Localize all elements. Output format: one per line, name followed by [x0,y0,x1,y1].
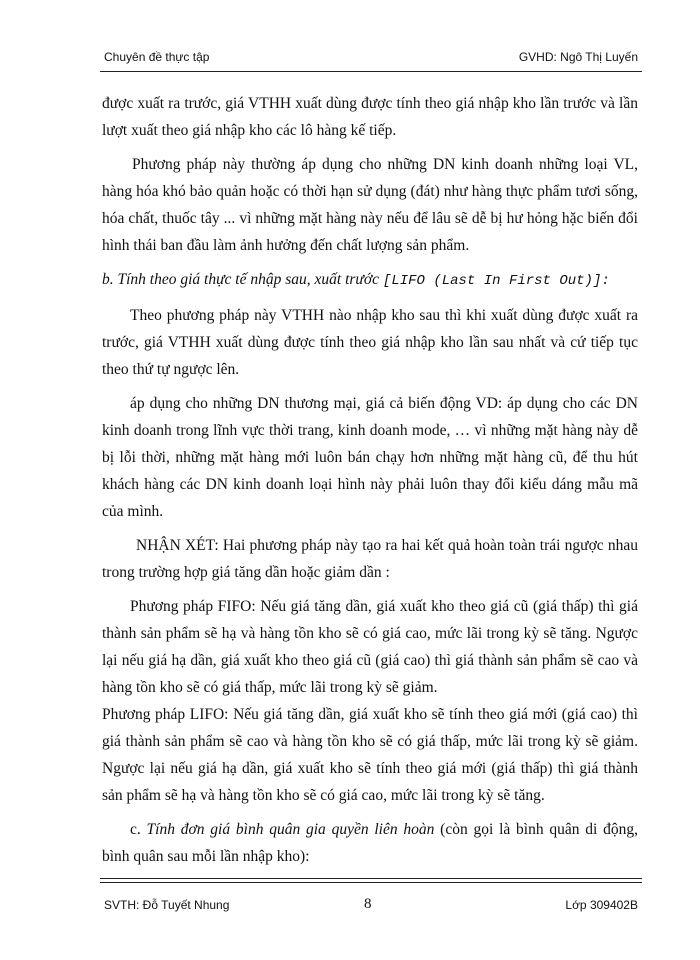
heading-weighted-average [102,816,638,870]
paragraph-fifo-remark: Phương pháp FIFO: Nếu giá tăng dần, giá xuất kho theo giá cũ (giá thấp) thì giá thành sản phẩm sẽ hạ và hàng tồn kho sẽ có giá cao, mức lãi trong kỳ sẽ tăng. Ngược lại nếu giá hạ dần, giá xuất kho theo giá cũ (giá cao) thì giá thành sản phẩm sẽ cao và hàng tồn kho sẽ có giá thấp, mức lãi trong kỳ sẽ giảm. [102,598,638,696]
paragraph-lifo-remark: Phương pháp LIFO: Nếu giá tăng dần, giá xuất kho sẽ tính theo giá mới (giá cao) thì giá thành sản phẩm sẽ cao và hàng tồn kho sẽ có giá thấp, mức lãi trong kỳ sẽ giảm. Ngược lại nếu giá hạ dần, giá xuất kho sẽ tính theo giá mới (giá thấp) thì giá thành sản phẩm sẽ hạ và hàng tồn kho sẽ có giá cao, mức lãi trong kỳ sẽ tăng. [102,706,638,804]
document-body [102,90,638,877]
heading-lifo [102,266,638,295]
header-title: Chuyên đề thực tập [104,50,210,64]
heading-lifo-title: b. Tính theo giá thực tế nhập sau, xuất trước [102,271,383,288]
paragraph-fifo-continued: được xuất ra trước, giá VTHH xuất dùng được tính theo giá nhập kho lần trước và lần lượt xuất theo giá nhập kho các lô hàng kế tiếp. [102,95,638,139]
heading-weighted-average-title: Tính đơn giá bình quân gia quyền liên hoàn [146,821,435,838]
paragraph-lifo-usage: áp dụng cho những DN thương mại, giá cả biến động VD: áp dụng cho các DN kinh doanh trong lĩnh vực thời trang, kinh doanh mode, … vì những mặt hàng này dễ bị lỗi thời, những mặt hàng mới luôn bán chạy hơn những mặt hàng cũ, để thu hút khách hàng các DN kinh doanh loại hình này phải luôn thay đổi kiểu dáng mẫu mã của mình. [102,395,638,520]
heading-weighted-average-prefix: c. [130,821,147,838]
paragraph-remark: NHẬN XÉT: Hai phương pháp này tạo ra hai kết quả hoàn toàn trái ngược nhau trong trường hợp giá tăng dần hoặc giảm dần : [102,537,638,581]
page-footer [104,898,638,918]
footer-class: Lớp 309402B [565,898,638,912]
header-rule [100,71,642,72]
paragraph-lifo-method: Theo phương pháp này VTHH nào nhập kho sau thì khi xuất dùng được xuất ra trước, giá VTHH xuất dùng được tính theo giá nhập kho lần sau nhất và cứ tiếp tục theo thứ tự ngược lên. [102,307,638,378]
footer-rule [100,878,642,879]
footer-student: SVTH: Đỗ Tuyết Nhung [104,898,230,912]
page-header [104,50,638,70]
footer-rule-double [100,882,642,883]
paragraph-fifo-usage: Phương pháp này thường áp dụng cho những DN kinh doanh những loại VL, hàng hóa khó bảo quản hoặc có thời hạn sử dụng (đát) như hàng thực phẩm tươi sống, hóa chất, thuốc tây ... vì những mặt hàng này nếu để lâu sẽ dễ bị hư hỏng hặc biến đổi hình thái ban đầu làm ảnh hưởng đến chất lượng sản phẩm. [102,156,638,254]
heading-weighted-average-note: (còn gọi là bình quân di động, bình quân sau mỗi lần nhập kho): [102,821,639,865]
page-number: 8 [364,896,372,912]
header-advisor: GVHD: Ngô Thị Luyến [518,50,638,64]
heading-lifo-acronym: [LIFO (Last In First Out)]: [382,273,610,289]
